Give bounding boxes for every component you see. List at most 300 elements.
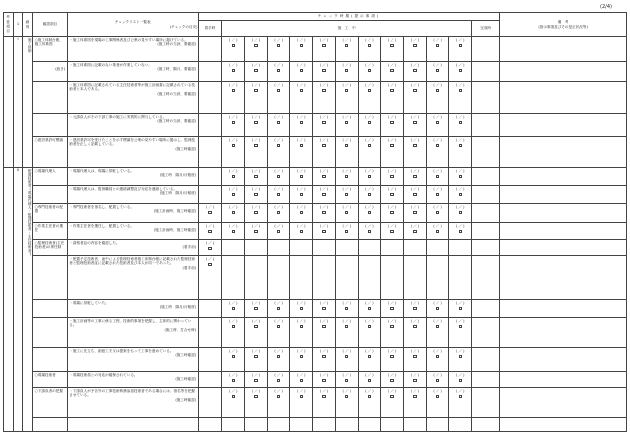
during-check[interactable] [313, 114, 336, 137]
during-check[interactable] [313, 37, 336, 62]
checkbox[interactable] [254, 230, 257, 233]
checkbox[interactable] [232, 175, 235, 178]
during-check[interactable] [335, 300, 358, 318]
checkbox[interactable] [413, 379, 416, 382]
during-check[interactable] [335, 114, 358, 137]
checkbox[interactable] [300, 230, 303, 233]
checkbox[interactable] [345, 355, 348, 358]
checkbox[interactable] [436, 230, 439, 233]
during-check[interactable] [358, 114, 381, 137]
start-check[interactable] [198, 256, 222, 300]
checkbox[interactable] [300, 355, 303, 358]
checkbox[interactable] [368, 44, 371, 47]
checkbox[interactable] [390, 121, 393, 124]
during-check[interactable] [245, 137, 268, 168]
during-check[interactable] [313, 372, 336, 388]
checkbox[interactable] [368, 193, 371, 196]
during-check[interactable] [222, 372, 245, 388]
checkbox[interactable] [345, 193, 348, 196]
checkbox[interactable] [322, 69, 325, 72]
checkbox[interactable] [322, 325, 325, 328]
during-check[interactable] [290, 168, 313, 186]
during-check[interactable] [245, 62, 268, 82]
checkbox[interactable] [322, 395, 325, 398]
checkbox[interactable] [322, 211, 325, 214]
checkbox[interactable] [345, 175, 348, 178]
during-check[interactable] [426, 186, 449, 204]
during-check[interactable] [358, 186, 381, 204]
during-check[interactable] [290, 372, 313, 388]
checkbox[interactable] [254, 175, 257, 178]
during-check[interactable] [404, 348, 427, 372]
during-check[interactable] [335, 348, 358, 372]
checkbox[interactable] [413, 175, 416, 178]
during-check[interactable] [381, 82, 404, 114]
checkbox[interactable] [345, 395, 348, 398]
during-check[interactable] [404, 114, 427, 137]
checkbox[interactable] [459, 69, 462, 72]
checkbox[interactable] [232, 355, 235, 358]
during-check[interactable] [426, 137, 449, 168]
checkbox[interactable] [459, 121, 462, 124]
checkbox[interactable] [232, 121, 235, 124]
during-check[interactable] [358, 318, 381, 348]
during-check[interactable] [449, 318, 472, 348]
during-check[interactable] [449, 388, 472, 418]
checkbox[interactable] [390, 379, 393, 382]
during-check[interactable] [404, 388, 427, 418]
checkbox[interactable] [345, 44, 348, 47]
checkbox[interactable] [232, 69, 235, 72]
checkbox[interactable] [368, 325, 371, 328]
during-check[interactable] [245, 223, 268, 240]
checkbox[interactable] [436, 89, 439, 92]
checkbox[interactable] [232, 89, 235, 92]
during-check[interactable] [245, 114, 268, 137]
checkbox[interactable] [300, 121, 303, 124]
during-check[interactable] [449, 300, 472, 318]
checkbox[interactable] [436, 307, 439, 310]
checkbox[interactable] [459, 307, 462, 310]
checkbox[interactable] [436, 175, 439, 178]
during-check[interactable] [426, 82, 449, 114]
checkbox[interactable] [345, 211, 348, 214]
during-check[interactable] [381, 223, 404, 240]
during-check[interactable] [267, 168, 290, 186]
during-check[interactable] [358, 204, 381, 223]
during-check[interactable] [358, 223, 381, 240]
checkbox[interactable] [390, 395, 393, 398]
checkbox[interactable] [232, 307, 235, 310]
during-check[interactable] [358, 82, 381, 114]
during-check[interactable] [404, 168, 427, 186]
checkbox[interactable] [368, 121, 371, 124]
during-check[interactable] [381, 62, 404, 82]
during-check[interactable] [381, 300, 404, 318]
checkbox[interactable] [300, 379, 303, 382]
checkbox[interactable] [413, 307, 416, 310]
during-check[interactable] [245, 372, 268, 388]
checkbox[interactable] [277, 69, 280, 72]
during-check[interactable] [313, 168, 336, 186]
during-check[interactable] [222, 114, 245, 137]
start-check[interactable] [198, 223, 222, 240]
checkbox[interactable] [345, 121, 348, 124]
checkbox[interactable] [208, 247, 211, 250]
checkbox[interactable] [254, 89, 257, 92]
checkbox[interactable] [459, 395, 462, 398]
checkbox[interactable] [232, 144, 235, 147]
checkbox[interactable] [368, 355, 371, 358]
checkbox[interactable] [254, 193, 257, 196]
during-check[interactable] [426, 62, 449, 82]
during-check[interactable] [449, 223, 472, 240]
during-check[interactable] [267, 300, 290, 318]
during-check[interactable] [449, 37, 472, 62]
during-check[interactable] [290, 388, 313, 418]
checkbox[interactable] [254, 355, 257, 358]
checkbox[interactable] [368, 89, 371, 92]
checkbox[interactable] [277, 307, 280, 310]
during-check[interactable] [313, 62, 336, 82]
during-check[interactable] [267, 62, 290, 82]
checkbox[interactable] [277, 44, 280, 47]
during-check[interactable] [404, 204, 427, 223]
during-check[interactable] [426, 37, 449, 62]
checkbox[interactable] [413, 355, 416, 358]
checkbox[interactable] [413, 144, 416, 147]
during-check[interactable] [404, 137, 427, 168]
during-check[interactable] [358, 300, 381, 318]
during-check[interactable] [449, 186, 472, 204]
checkbox[interactable] [322, 144, 325, 147]
during-check[interactable] [222, 300, 245, 318]
during-check[interactable] [245, 348, 268, 372]
checkbox[interactable] [413, 44, 416, 47]
checkbox[interactable] [277, 89, 280, 92]
checkbox[interactable] [390, 175, 393, 178]
during-check[interactable] [426, 318, 449, 348]
during-check[interactable] [245, 186, 268, 204]
during-check[interactable] [404, 300, 427, 318]
during-check[interactable] [335, 137, 358, 168]
checkbox[interactable] [300, 69, 303, 72]
during-check[interactable] [381, 37, 404, 62]
checkbox[interactable] [254, 307, 257, 310]
checkbox[interactable] [390, 325, 393, 328]
during-check[interactable] [335, 372, 358, 388]
during-check[interactable] [245, 318, 268, 348]
checkbox[interactable] [436, 325, 439, 328]
during-check[interactable] [222, 348, 245, 372]
during-check[interactable] [290, 223, 313, 240]
checkbox[interactable] [436, 121, 439, 124]
checkbox[interactable] [300, 307, 303, 310]
checkbox[interactable] [277, 144, 280, 147]
checkbox[interactable] [254, 69, 257, 72]
during-check[interactable] [426, 168, 449, 186]
checkbox[interactable] [459, 379, 462, 382]
during-check[interactable] [404, 318, 427, 348]
during-check[interactable] [222, 318, 245, 348]
checkbox[interactable] [322, 307, 325, 310]
checkbox[interactable] [345, 379, 348, 382]
during-check[interactable] [313, 186, 336, 204]
checkbox[interactable] [368, 307, 371, 310]
during-check[interactable] [404, 372, 427, 388]
during-check[interactable] [267, 137, 290, 168]
during-check[interactable] [426, 388, 449, 418]
during-check[interactable] [267, 372, 290, 388]
checkbox[interactable] [300, 395, 303, 398]
checkbox[interactable] [277, 355, 280, 358]
checkbox[interactable] [459, 211, 462, 214]
checkbox[interactable] [254, 395, 257, 398]
during-check[interactable] [335, 186, 358, 204]
checkbox[interactable] [413, 69, 416, 72]
checkbox[interactable] [436, 395, 439, 398]
during-check[interactable] [290, 300, 313, 318]
during-check[interactable] [358, 388, 381, 418]
during-check[interactable] [381, 318, 404, 348]
during-check[interactable] [222, 186, 245, 204]
during-check[interactable] [335, 318, 358, 348]
during-check[interactable] [267, 348, 290, 372]
checkbox[interactable] [368, 144, 371, 147]
during-check[interactable] [313, 300, 336, 318]
checkbox[interactable] [459, 144, 462, 147]
during-check[interactable] [313, 348, 336, 372]
during-check[interactable] [290, 62, 313, 82]
during-check[interactable] [222, 223, 245, 240]
during-check[interactable] [290, 318, 313, 348]
checkbox[interactable] [413, 230, 416, 233]
during-check[interactable] [290, 114, 313, 137]
checkbox[interactable] [390, 193, 393, 196]
during-check[interactable] [381, 168, 404, 186]
checkbox[interactable] [436, 69, 439, 72]
during-check[interactable] [426, 114, 449, 137]
during-check[interactable] [290, 37, 313, 62]
during-check[interactable] [267, 37, 290, 62]
checkbox[interactable] [322, 44, 325, 47]
during-check[interactable] [426, 204, 449, 223]
checkbox[interactable] [368, 379, 371, 382]
during-check[interactable] [313, 204, 336, 223]
checkbox[interactable] [300, 44, 303, 47]
checkbox[interactable] [208, 211, 211, 214]
checkbox[interactable] [322, 175, 325, 178]
during-check[interactable] [381, 186, 404, 204]
checkbox[interactable] [436, 144, 439, 147]
checkbox[interactable] [277, 325, 280, 328]
during-check[interactable] [222, 62, 245, 82]
checkbox[interactable] [300, 193, 303, 196]
during-check[interactable] [404, 62, 427, 82]
during-check[interactable] [245, 37, 268, 62]
checkbox[interactable] [413, 121, 416, 124]
checkbox[interactable] [390, 144, 393, 147]
checkbox[interactable] [322, 121, 325, 124]
checkbox[interactable] [322, 379, 325, 382]
checkbox[interactable] [459, 44, 462, 47]
during-check[interactable] [335, 168, 358, 186]
during-check[interactable] [222, 204, 245, 223]
checkbox[interactable] [208, 263, 211, 266]
during-check[interactable] [404, 37, 427, 62]
checkbox[interactable] [436, 44, 439, 47]
checkbox[interactable] [322, 193, 325, 196]
during-check[interactable] [335, 62, 358, 82]
checkbox[interactable] [232, 379, 235, 382]
during-check[interactable] [335, 82, 358, 114]
during-check[interactable] [426, 223, 449, 240]
start-check[interactable] [198, 204, 222, 223]
checkbox[interactable] [459, 230, 462, 233]
checkbox[interactable] [368, 175, 371, 178]
during-check[interactable] [290, 348, 313, 372]
during-check[interactable] [381, 114, 404, 137]
checkbox[interactable] [254, 211, 257, 214]
checkbox[interactable] [436, 211, 439, 214]
during-check[interactable] [313, 318, 336, 348]
checkbox[interactable] [254, 325, 257, 328]
during-check[interactable] [449, 372, 472, 388]
checkbox[interactable] [390, 44, 393, 47]
checkbox[interactable] [436, 193, 439, 196]
during-check[interactable] [381, 137, 404, 168]
during-check[interactable] [245, 82, 268, 114]
checkbox[interactable] [277, 211, 280, 214]
during-check[interactable] [245, 168, 268, 186]
during-check[interactable] [404, 223, 427, 240]
checkbox[interactable] [413, 325, 416, 328]
during-check[interactable] [335, 388, 358, 418]
checkbox[interactable] [413, 89, 416, 92]
during-check[interactable] [381, 204, 404, 223]
during-check[interactable] [222, 82, 245, 114]
during-check[interactable] [381, 372, 404, 388]
checkbox[interactable] [345, 307, 348, 310]
during-check[interactable] [245, 300, 268, 318]
checkbox[interactable] [277, 121, 280, 124]
during-check[interactable] [426, 372, 449, 388]
during-check[interactable] [290, 186, 313, 204]
during-check[interactable] [426, 348, 449, 372]
during-check[interactable] [449, 114, 472, 137]
checkbox[interactable] [208, 230, 211, 233]
checkbox[interactable] [277, 379, 280, 382]
checkbox[interactable] [390, 355, 393, 358]
checkbox[interactable] [390, 230, 393, 233]
during-check[interactable] [335, 223, 358, 240]
during-check[interactable] [222, 37, 245, 62]
checkbox[interactable] [390, 69, 393, 72]
during-check[interactable] [267, 388, 290, 418]
checkbox[interactable] [459, 175, 462, 178]
checkbox[interactable] [277, 193, 280, 196]
during-check[interactable] [222, 168, 245, 186]
checkbox[interactable] [232, 44, 235, 47]
during-check[interactable] [449, 168, 472, 186]
checkbox[interactable] [368, 211, 371, 214]
during-check[interactable] [335, 204, 358, 223]
checkbox[interactable] [368, 230, 371, 233]
checkbox[interactable] [436, 355, 439, 358]
checkbox[interactable] [254, 121, 257, 124]
during-check[interactable] [426, 300, 449, 318]
during-check[interactable] [381, 348, 404, 372]
checkbox[interactable] [345, 230, 348, 233]
checkbox[interactable] [232, 325, 235, 328]
checkbox[interactable] [459, 355, 462, 358]
checkbox[interactable] [390, 211, 393, 214]
checkbox[interactable] [232, 395, 235, 398]
during-check[interactable] [358, 37, 381, 62]
during-check[interactable] [290, 137, 313, 168]
during-check[interactable] [449, 204, 472, 223]
checkbox[interactable] [345, 89, 348, 92]
during-check[interactable] [313, 137, 336, 168]
checkbox[interactable] [459, 193, 462, 196]
during-check[interactable] [449, 82, 472, 114]
during-check[interactable] [290, 82, 313, 114]
during-check[interactable] [381, 388, 404, 418]
during-check[interactable] [449, 348, 472, 372]
during-check[interactable] [358, 62, 381, 82]
checkbox[interactable] [413, 193, 416, 196]
during-check[interactable] [267, 186, 290, 204]
during-check[interactable] [267, 318, 290, 348]
checkbox[interactable] [232, 230, 235, 233]
during-check[interactable] [358, 348, 381, 372]
checkbox[interactable] [300, 144, 303, 147]
checkbox[interactable] [254, 44, 257, 47]
checkbox[interactable] [345, 69, 348, 72]
during-check[interactable] [267, 82, 290, 114]
checkbox[interactable] [277, 230, 280, 233]
checkbox[interactable] [368, 69, 371, 72]
checkbox[interactable] [322, 355, 325, 358]
checkbox[interactable] [459, 325, 462, 328]
during-check[interactable] [313, 388, 336, 418]
checkbox[interactable] [254, 144, 257, 147]
during-check[interactable] [290, 204, 313, 223]
checkbox[interactable] [436, 379, 439, 382]
checkbox[interactable] [390, 89, 393, 92]
checkbox[interactable] [368, 395, 371, 398]
checkbox[interactable] [413, 395, 416, 398]
checkbox[interactable] [300, 89, 303, 92]
checkbox[interactable] [459, 89, 462, 92]
during-check[interactable] [404, 186, 427, 204]
during-check[interactable] [313, 82, 336, 114]
during-check[interactable] [313, 223, 336, 240]
checkbox[interactable] [413, 211, 416, 214]
checkbox[interactable] [277, 175, 280, 178]
during-check[interactable] [449, 62, 472, 82]
during-check[interactable] [267, 204, 290, 223]
checkbox[interactable] [390, 307, 393, 310]
during-check[interactable] [222, 137, 245, 168]
during-check[interactable] [335, 37, 358, 62]
during-check[interactable] [245, 204, 268, 223]
checkbox[interactable] [300, 211, 303, 214]
checkbox[interactable] [345, 144, 348, 147]
checkbox[interactable] [232, 193, 235, 196]
during-check[interactable] [449, 137, 472, 168]
checkbox[interactable] [300, 175, 303, 178]
